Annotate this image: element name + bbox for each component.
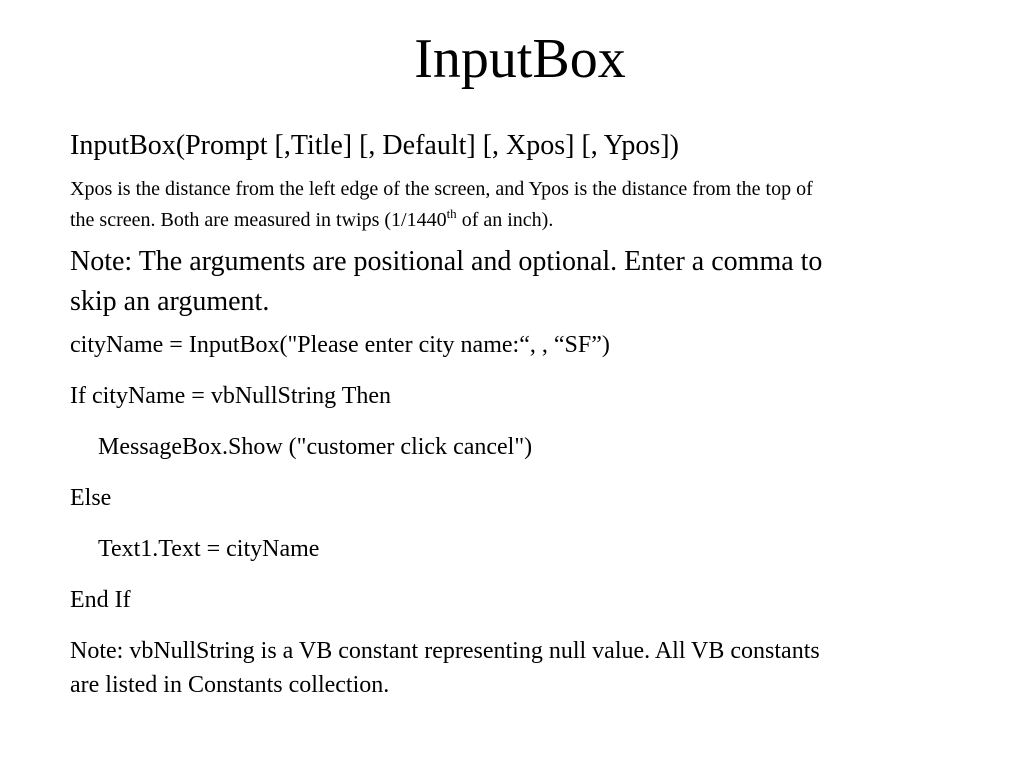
code-line-else: Else xyxy=(70,485,112,511)
description-tail: of an inch). xyxy=(456,209,554,231)
description-superscript: th xyxy=(446,206,457,221)
slide-title: InputBox xyxy=(414,28,626,90)
code-line-endif: End If xyxy=(70,587,131,613)
description-main: Xpos is the distance from the left edge of the screen, and Ypos is the distance from the top of the screen. Both are measured in twips (1/1440 xyxy=(70,178,813,231)
code-line-messagebox: MessageBox.Show ("customer click cancel") xyxy=(98,434,533,460)
code-line-if: If cityName = vbNullString Then xyxy=(70,383,392,409)
note-arguments: Note: The arguments are positional and optional. Enter a comma to skip an argument. xyxy=(70,246,823,317)
syntax-line: InputBox(Prompt [,Title] [, Default] [, Xpos] [, Ypos]) xyxy=(70,130,679,161)
slide-body xyxy=(70,126,840,702)
xpos-ypos-description xyxy=(70,174,840,236)
code-line-assign: Text1.Text = cityName xyxy=(98,536,320,562)
note-constants: Note: vbNullString is a VB constant representing null value. All VB constants are listed in Constants collection. xyxy=(70,638,820,698)
code-line-inputbox: cityName = InputBox("Please enter city name:“, , “SF”) xyxy=(70,332,610,358)
